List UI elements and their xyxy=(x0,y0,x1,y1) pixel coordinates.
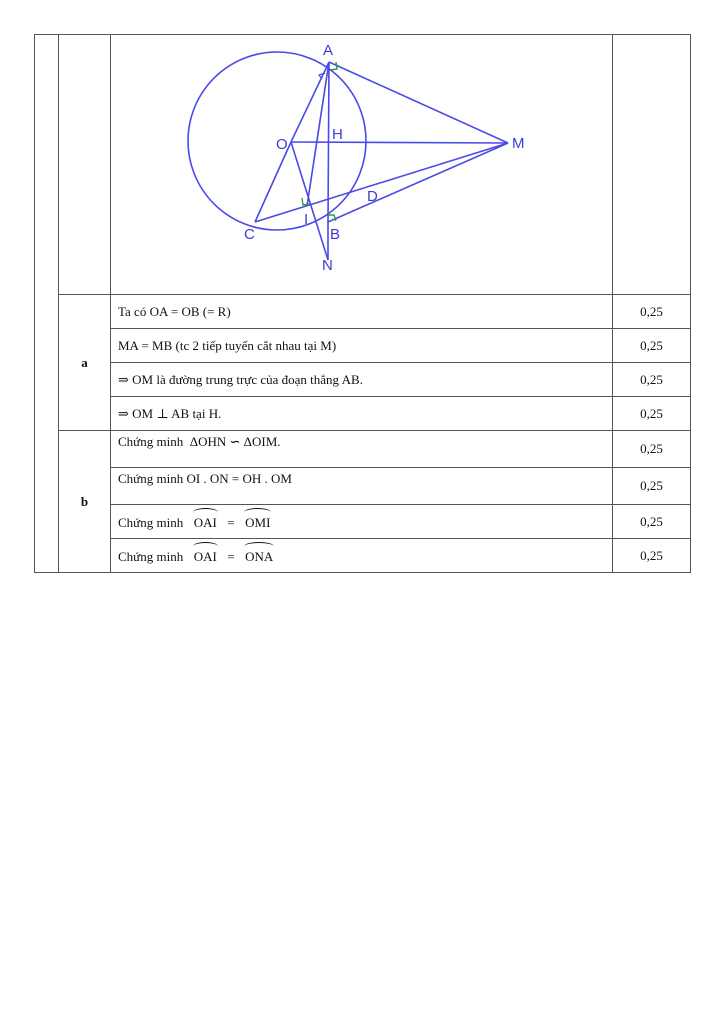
label-h: H xyxy=(332,126,343,143)
grading-table xyxy=(34,34,691,573)
perpendicular-symbol: ⊥ xyxy=(156,405,169,421)
angle-right: ONA xyxy=(245,546,273,565)
angle-left: OAI xyxy=(194,512,217,531)
score-cell: 0,25 xyxy=(613,363,691,397)
similar-symbol: ∽ xyxy=(229,434,241,449)
implies-symbol: ⇒ xyxy=(118,371,129,387)
step-prefix: Chứng minh xyxy=(118,434,184,449)
step-text xyxy=(111,539,613,573)
step-statement-post: AB tại H. xyxy=(171,405,222,421)
step-prefix: Chứng minh xyxy=(118,549,184,564)
figure-row xyxy=(35,35,691,295)
step-text: Ta có OA = OB (= R) xyxy=(111,295,613,329)
part-label-b: b xyxy=(59,431,111,573)
score-cell: 0,25 xyxy=(613,295,691,329)
step-text xyxy=(111,363,613,397)
score-cell: 0,25 xyxy=(613,468,691,505)
triangle-right: ΔOIM. xyxy=(243,434,281,449)
empty-score-cell xyxy=(613,35,691,295)
step-text xyxy=(111,431,613,468)
implies-symbol: ⇒ xyxy=(118,405,129,421)
score-cell: 0,25 xyxy=(613,539,691,573)
table-row xyxy=(35,468,691,505)
triangle-left: ΔOHN xyxy=(189,434,227,449)
step-prefix: Chứng minh xyxy=(118,515,184,530)
score-cell: 0,25 xyxy=(613,397,691,431)
segment-cm xyxy=(255,143,508,222)
score-cell: 0,25 xyxy=(613,431,691,468)
figure-cell xyxy=(111,35,613,295)
step-statement-pre: OM xyxy=(132,405,154,421)
equals-symbol: = xyxy=(227,549,235,564)
score-cell: 0,25 xyxy=(613,329,691,363)
geometry-figure xyxy=(111,35,613,289)
table-row xyxy=(35,539,691,573)
equals-symbol: = xyxy=(227,515,235,530)
part-label-a: a xyxy=(59,295,111,431)
score-cell: 0,25 xyxy=(613,505,691,539)
step-text xyxy=(111,397,613,431)
table-row xyxy=(35,431,691,468)
table-row xyxy=(35,397,691,431)
label-b: B xyxy=(330,226,341,243)
segment-oc xyxy=(255,142,291,222)
table-row xyxy=(35,363,691,397)
table-row xyxy=(35,505,691,539)
step-text: Chứng minh OI . ON = OH . OM xyxy=(111,468,613,505)
label-c: C xyxy=(244,226,255,243)
segment-om xyxy=(291,142,508,143)
segment-am xyxy=(329,62,508,143)
angle-right: OMI xyxy=(245,512,270,531)
label-i: I xyxy=(304,211,309,228)
label-o: O xyxy=(276,136,288,153)
table-row xyxy=(35,295,691,329)
left-margin-cell xyxy=(35,35,59,573)
empty-part-cell xyxy=(59,35,111,295)
label-n: N xyxy=(322,257,333,274)
step-text: MA = MB (tc 2 tiếp tuyến cắt nhau tại M) xyxy=(111,329,613,363)
label-m: M xyxy=(512,135,525,152)
table-row xyxy=(35,329,691,363)
angle-left: OAI xyxy=(194,546,217,565)
step-text xyxy=(111,505,613,539)
label-a: A xyxy=(323,42,334,59)
label-d: D xyxy=(367,188,378,205)
step-statement: OM là đường trung trực của đoạn thẳng AB. xyxy=(132,371,363,387)
